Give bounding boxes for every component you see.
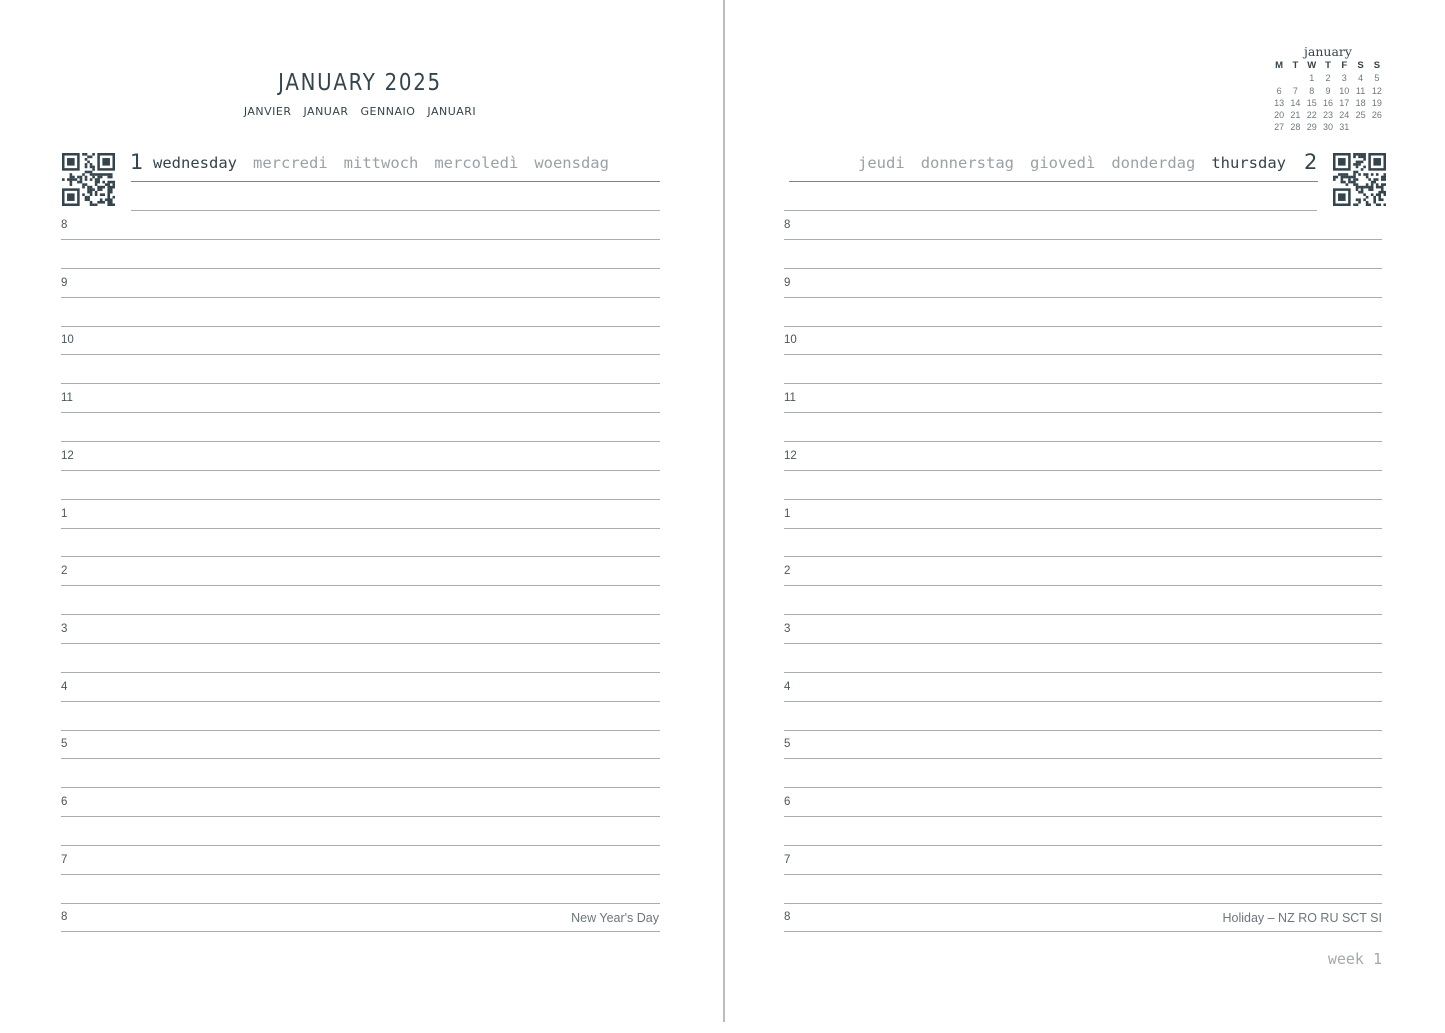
left-rule-line [61,326,660,327]
left-rule-line [61,556,660,557]
month-translation-it: GENNAIO [360,105,416,118]
right-rule-line [784,874,1382,875]
left-hour-label: 1 [61,507,68,520]
left-rule-line [61,787,660,788]
left-day-name-nl: woensdag [534,154,609,172]
left-rule-line [61,297,660,298]
right-rule-line [784,787,1382,788]
mini-calendar-day [1369,121,1385,133]
right-rule-line [784,326,1382,327]
right-hour-label: 7 [784,853,791,866]
mini-calendar-day: 7 [1292,85,1298,96]
mini-calendar-day: 17 [1339,97,1350,108]
mini-calendar-day: 11 [1355,85,1366,96]
mini-calendar-title: january [1304,44,1352,59]
left-rule-line [61,441,660,442]
mini-calendar-day: 20 [1274,110,1285,121]
left-rule-line [61,383,660,384]
right-hour-label: 2 [784,565,791,578]
left-hour-label: 10 [61,334,74,347]
page-divider [723,0,725,1022]
right-rule-line [784,816,1382,817]
left-day-number: 1 [130,150,144,174]
right-rule-line [784,701,1382,702]
mini-calendar-weekday: S [1373,60,1381,71]
left-rule-line [61,701,660,702]
left-day-name: wednesday [153,154,237,172]
mini-calendar-day: 28 [1290,122,1301,133]
right-day-name-it: giovedì [1030,154,1096,172]
right-rule-line [784,441,1382,442]
mini-calendar-day: 23 [1322,110,1333,121]
left-hour-label: 3 [61,622,68,635]
mini-calendar-day: 3 [1341,73,1347,84]
mini-calendar-day: 15 [1306,97,1317,108]
left-day-note: New Year's Day [571,911,659,925]
left-rule-line [61,816,660,817]
right-rule-line [784,931,1382,932]
left-rule-line [61,903,660,904]
right-rule-line [784,470,1382,471]
left-day-names [153,154,609,172]
month-translation-fr: JANVIER [243,105,292,118]
mini-calendar-day: 27 [1274,122,1285,133]
left-hour-label: 8 [61,911,68,924]
mini-calendar-day: 29 [1306,122,1317,133]
mini-calendar-weekday: T [1292,60,1299,71]
mini-calendar-weekday: M [1275,60,1284,71]
mini-calendar-day: 18 [1355,97,1366,108]
right-hour-label: 9 [784,276,791,289]
mini-calendar-day: 2 [1325,73,1331,84]
right-rule-line [784,556,1382,557]
left-rule-line [61,672,660,673]
right-day-number: 2 [1304,150,1318,174]
left-rule-line [61,874,660,875]
right-rule-line [784,672,1382,673]
mini-calendar-day: 21 [1290,110,1301,121]
right-day-name-de: donnerstag [920,154,1015,172]
left-rule-line [61,268,660,269]
left-rule-line [61,614,660,615]
mini-calendar-day [1287,72,1303,84]
left-rule-line [61,845,660,846]
right-hour-label: 5 [784,738,791,751]
left-day-underline [131,181,660,182]
mini-calendar-day: 6 [1276,85,1282,96]
mini-calendar-day: 22 [1306,110,1317,121]
left-hour-label: 11 [61,392,73,405]
left-day-name-fr: mercredi [253,154,328,172]
mini-calendar [1266,44,1390,134]
mini-calendar-day: 4 [1358,73,1364,84]
mini-calendar-day: 14 [1290,97,1301,108]
left-rule-line [61,354,660,355]
mini-calendar-weekday: F [1341,60,1348,71]
qr-code-icon[interactable] [62,153,115,206]
left-hour-label: 4 [61,680,68,693]
right-rule-line [784,730,1382,731]
left-rule-line [61,758,660,759]
mini-calendar-day: 1 [1309,73,1315,84]
left-rule-line [61,528,660,529]
right-day-names [858,154,1286,172]
left-header-line [131,210,660,211]
mini-calendar-day: 16 [1322,97,1333,108]
right-hour-label: 12 [784,449,797,462]
mini-calendar-day: 19 [1371,97,1382,108]
left-day-name-it: mercoledì [434,154,519,172]
right-hour-label: 1 [784,507,791,520]
left-hour-label: 12 [61,449,74,462]
mini-calendar-day: 31 [1339,122,1350,133]
right-hour-label: 11 [784,392,796,405]
qr-code-icon[interactable] [1333,153,1386,206]
mini-calendar-grid [1266,60,1390,134]
right-rule-line [784,354,1382,355]
left-hour-label: 2 [61,565,68,578]
right-day-underline [789,181,1318,182]
left-hour-label: 7 [61,853,68,866]
mini-calendar-day [1352,121,1368,133]
mini-calendar-weekday: T [1325,60,1331,71]
left-rule-line [61,585,660,586]
mini-calendar-day: 10 [1339,85,1350,96]
right-rule-line [784,412,1382,413]
right-rule-line [784,268,1382,269]
right-day-name: thursday [1211,154,1286,172]
right-day-name-fr: jeudi [858,154,905,172]
mini-calendar-day: 24 [1339,110,1350,121]
mini-calendar-day: 13 [1274,97,1285,108]
right-hour-label: 10 [784,334,797,347]
month-translation-de: JANUAR [303,105,349,118]
right-rule-line [784,845,1382,846]
left-hour-label: 6 [61,796,68,808]
left-hour-label: 5 [61,738,68,751]
mini-calendar-weekday: S [1357,60,1364,71]
mini-calendar-day [1271,72,1287,84]
right-day-name-nl: donderdag [1111,154,1196,172]
left-hour-label: 8 [61,219,68,231]
right-rule-line [784,614,1382,615]
left-day-name-de: mittwoch [343,154,419,172]
right-rule-line [784,528,1382,529]
left-rule-line [61,643,660,644]
left-rule-line [61,239,660,240]
mini-calendar-day: 30 [1322,122,1333,133]
month-translations [200,105,520,118]
month-title: JANUARY 2025 [278,70,442,96]
right-hour-label: 6 [784,796,791,808]
right-hour-label: 8 [784,911,791,924]
left-rule-line [61,730,660,731]
right-day-note: Holiday – NZ RO RU SCT SI [1222,911,1382,925]
right-rule-line [784,758,1382,759]
left-hour-label: 9 [61,276,68,289]
mini-calendar-day: 12 [1371,85,1382,96]
month-translation-nl: JANUARI [427,105,477,118]
right-rule-line [784,297,1382,298]
right-hour-label: 3 [784,622,791,635]
week-label: week 1 [1327,950,1382,968]
mini-calendar-day: 8 [1309,85,1315,96]
mini-calendar-day: 5 [1374,73,1380,84]
right-header-line [784,210,1317,211]
right-rule-line [784,499,1382,500]
mini-calendar-day: 26 [1371,110,1382,121]
right-rule-line [784,643,1382,644]
mini-calendar-weekday: W [1307,60,1317,71]
right-hour-label: 4 [784,680,791,693]
left-rule-line [61,470,660,471]
mini-calendar-day: 25 [1355,110,1366,121]
right-rule-line [784,585,1382,586]
left-rule-line [61,499,660,500]
right-rule-line [784,239,1382,240]
left-rule-line [61,931,660,932]
right-rule-line [784,383,1382,384]
right-hour-label: 8 [784,219,791,231]
left-rule-line [61,412,660,413]
mini-calendar-day: 9 [1325,85,1331,96]
right-rule-line [784,903,1382,904]
